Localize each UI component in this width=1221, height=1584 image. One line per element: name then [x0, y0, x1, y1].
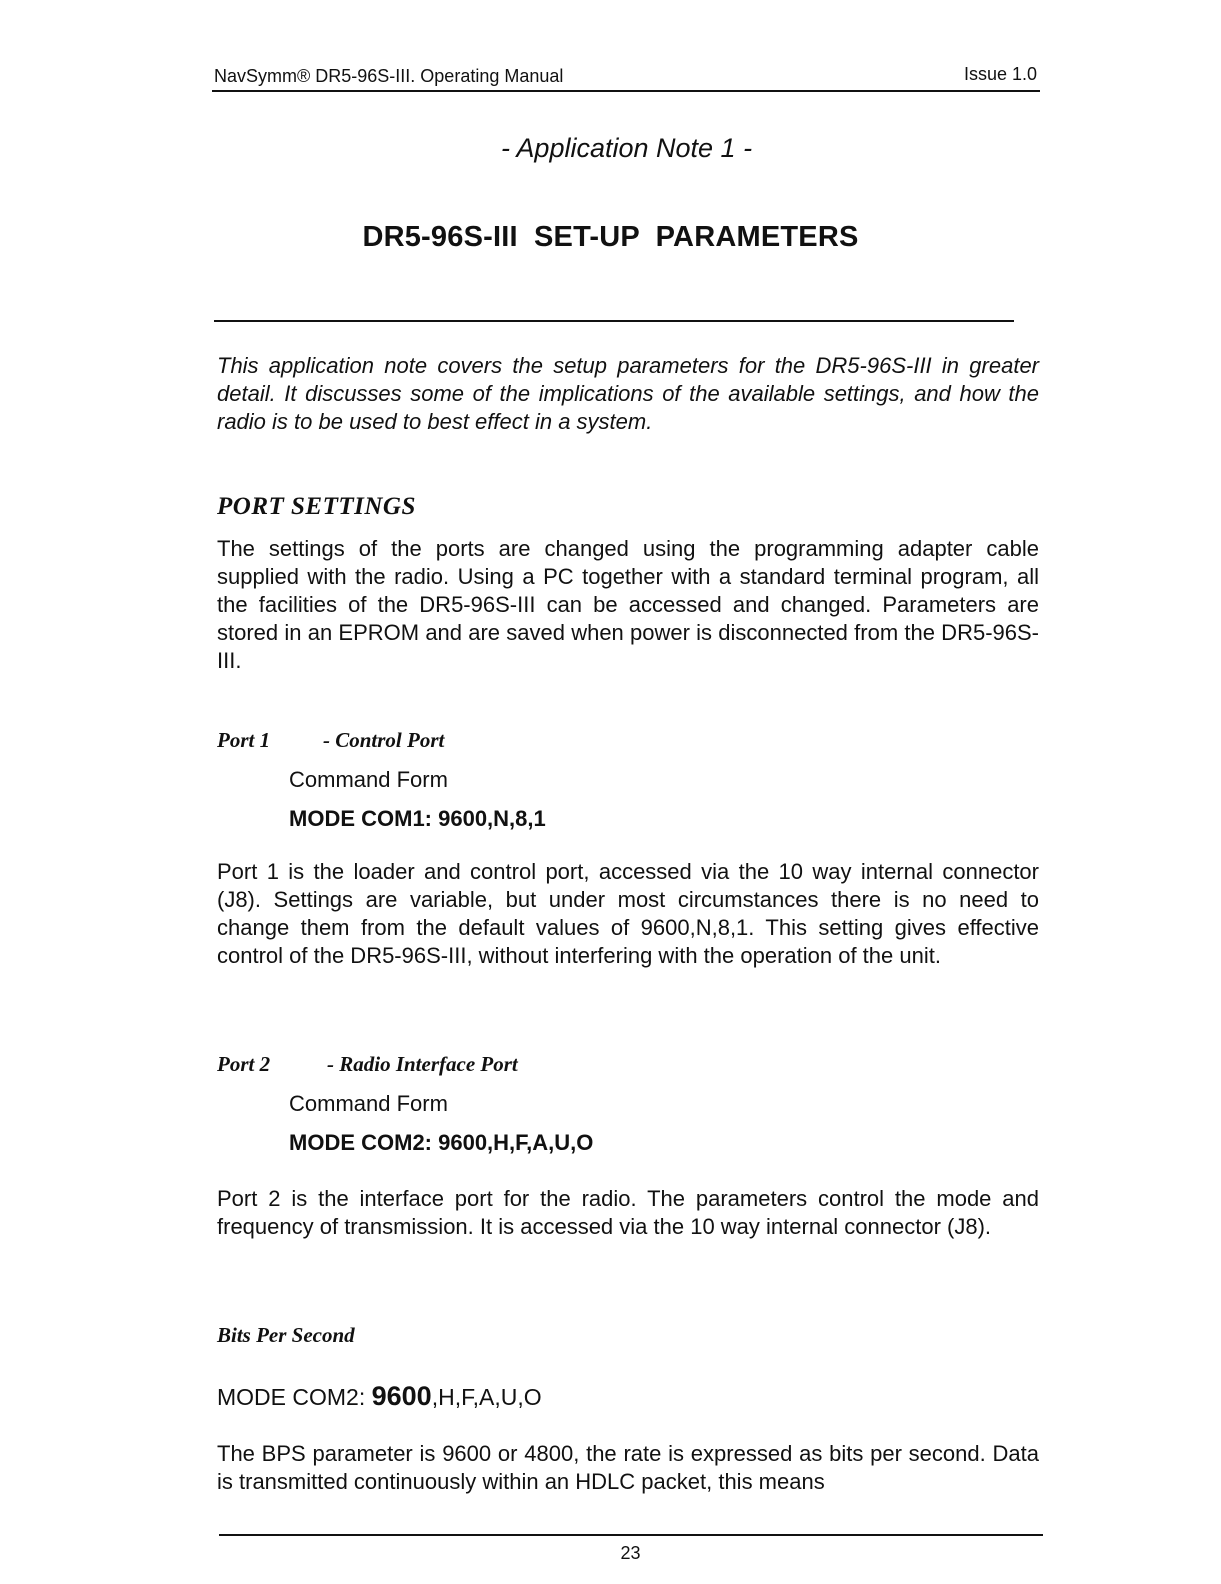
header-issue: Issue 1.0	[963, 64, 1037, 84]
title-rule	[214, 320, 1014, 322]
running-header	[212, 62, 1039, 88]
port-settings-heading: PORT SETTINGS	[217, 493, 416, 520]
port-settings-paragraph: The settings of the ports are changed using the programming adapter cable supplied with the radio. Using a PC together with a standard terminal program, all the facilities of the DR5-96S-III can be accessed and changed. Parameters are stored in an EPROM and are saved when power is disconnected from the DR5-96S-III.	[217, 536, 1039, 673]
footer-rule	[219, 1534, 1043, 1536]
bps-mode-line	[217, 1381, 542, 1412]
page-title: DR5-96S-III SET-UP PARAMETERS	[362, 221, 859, 253]
port2-description: - Radio Interface Port	[327, 1052, 518, 1076]
bps-mode-prefix: MODE COM2:	[217, 1384, 372, 1410]
port1-command-form-label: Command Form	[289, 767, 448, 792]
port2-label: Port 2	[217, 1052, 271, 1076]
page-number: 23	[620, 1543, 641, 1563]
port2-command: MODE COM2: 9600,H,F,A,U,O	[289, 1130, 594, 1155]
intro-paragraph: This application note covers the setup parameters for the DR5-96S-III in greater detail. It discusses some of the implications of the available settings, and how the radio is to be used to best effect in a system.	[217, 353, 1039, 434]
header-document-title: NavSymm® DR5-96S-III. Operating Manual	[214, 66, 564, 86]
port2-paragraph: Port 2 is the interface port for the radio. The parameters control the mode and frequency of transmission. It is accessed via the 10 way internal connector (J8).	[217, 1186, 1039, 1239]
port1-description: - Control Port	[323, 728, 445, 752]
port1-paragraph: Port 1 is the loader and control port, accessed via the 10 way internal connector (J8). Settings are variable, but under most circumstances there is no need to change them from the default values of 9600,N,8,1. This setting gives effective control of the DR5-96S-III, without interfering with the operation of the unit.	[217, 859, 1039, 968]
bps-paragraph: The BPS parameter is 9600 or 4800, the rate is expressed as bits per second. Data is transmitted continuously within an HDLC packet, this means	[217, 1441, 1039, 1494]
port2-heading	[217, 1052, 518, 1077]
port1-label: Port 1	[217, 728, 271, 752]
port2-command-form-label: Command Form	[289, 1091, 448, 1116]
bps-mode-highlight: 9600	[371, 1381, 432, 1411]
bps-heading: Bits Per Second	[217, 1323, 355, 1347]
header-rule	[212, 90, 1040, 92]
port1-command: MODE COM1: 9600,N,8,1	[289, 806, 546, 831]
application-note-label: - Application Note 1 -	[500, 133, 753, 163]
bps-mode-suffix: ,H,F,A,U,O	[431, 1384, 542, 1410]
port1-heading	[217, 728, 445, 753]
